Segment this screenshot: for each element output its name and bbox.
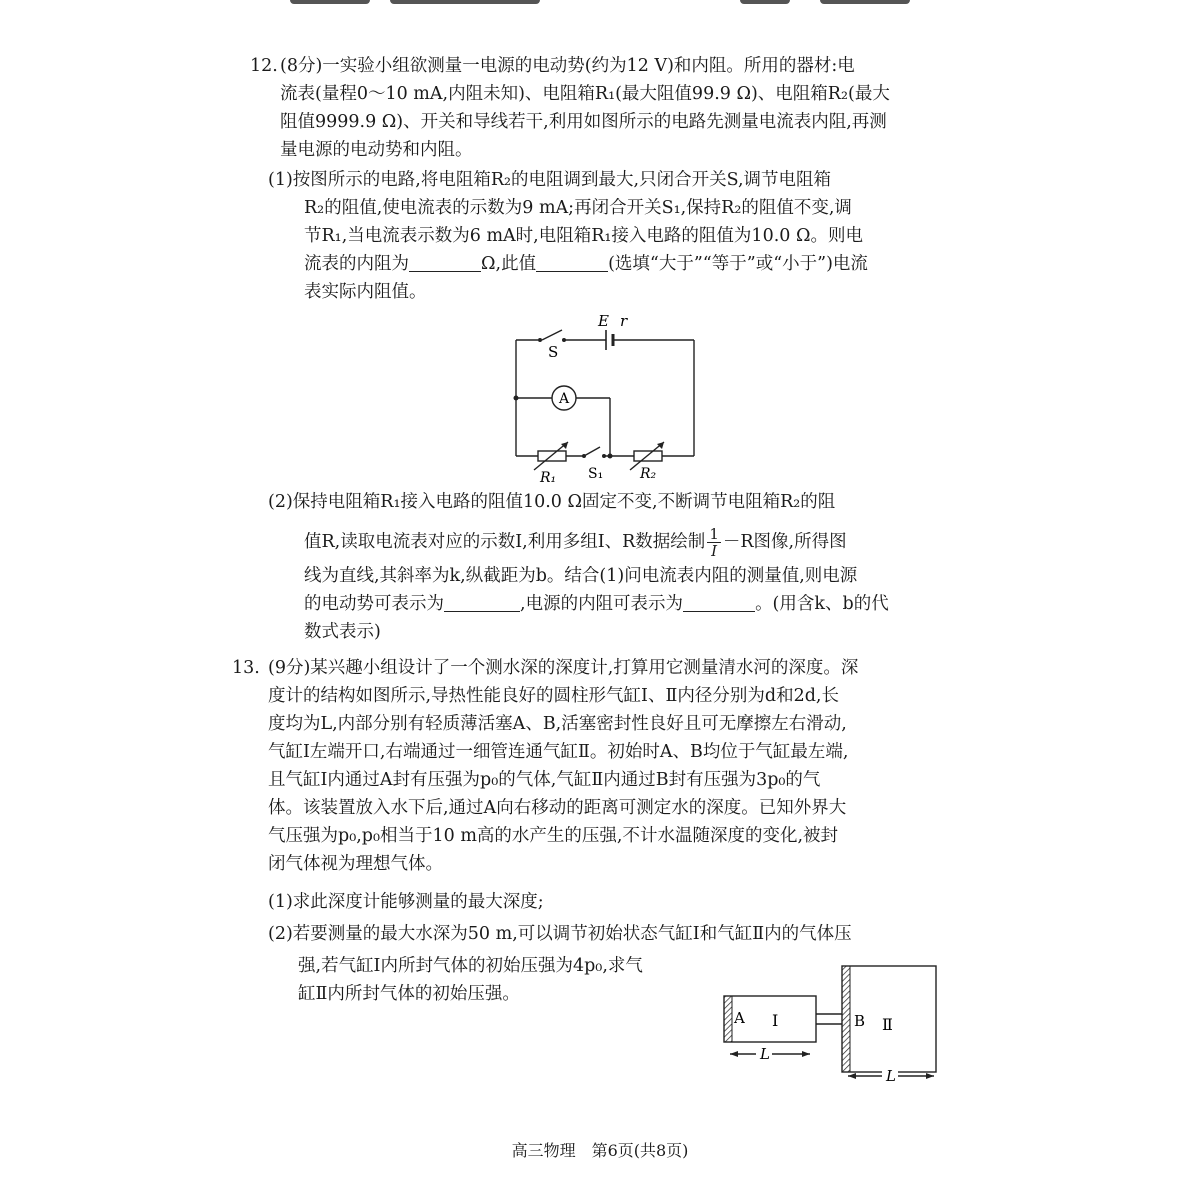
q13-part2-line: (2)若要测量的最大水深为50 m,可以调节初始状态气缸Ⅰ和气缸Ⅱ内的气体压 [268, 924, 852, 944]
text: 的电动势可表示为 [304, 594, 444, 614]
emf-label: E [598, 312, 609, 330]
q12-p1-line [304, 250, 948, 278]
question-number: 13. [232, 658, 260, 678]
q12-p2-line [304, 524, 948, 560]
q12-line: 量电源的电动势和内阻。 [280, 140, 473, 160]
q13-line: 度均为L,内部分别有轻质薄活塞A、B,活塞密封性良好且可无摩擦左右滑动, [268, 714, 847, 734]
arrow-left-icon [848, 1073, 856, 1079]
q13-line: 体。该装置放入水下后,通过A向右移动的距离可测定水的深度。已知外界大 [268, 798, 847, 818]
circuit-diagram [500, 310, 710, 490]
q12-p1-line: 节R₁,当电流表示数为6 mA时,电阻箱R₁接入电路的阻值为10.0 Ω。则电 [304, 226, 863, 246]
q13-line: 度计的结构如图所示,导热性能良好的圆柱形气缸Ⅰ、Ⅱ内径分别为d和2d,长 [268, 686, 839, 706]
cylinder-ii-label: Ⅱ [882, 1015, 893, 1034]
q12-p1-line: (1)按图所示的电路,将电阻箱R₂的电阻调到最大,只闭合开关S,调节电阻箱 [268, 170, 832, 190]
q12-line: 阻值9999.9 Ω)、开关和导线若干,利用如图所示的电路先测量电流表内阻,再测 [280, 112, 887, 132]
q12-line: 流表(量程0～10 mA,内阻未知)、电阻箱R₁(最大阻值99.9 Ω)、电阻箱R₂(最大 [280, 84, 890, 104]
q12-p1-line: R₂的阻值,使电流表的示数为9 mA;再闭合开关S₁,保持R₂的阻值不变,调 [304, 198, 852, 218]
text: ,电源的内阻可表示为 [520, 594, 684, 614]
junction-dot [514, 396, 519, 401]
length-l-label: L [760, 1045, 770, 1063]
q12-p1-line: 表实际内阻值。 [304, 282, 427, 302]
q13-line: 气压强为p₀,p₀相当于10 m高的水产生的压强,不计水温随深度的变化,被封 [268, 826, 839, 846]
q12-p2-line: (2)保持电阻箱R₁接入电路的阻值10.0 Ω固定不变,不断调节电阻箱R₂的阻 [268, 492, 836, 512]
text: (选填“大于”“等于”或“小于”)电流 [608, 254, 868, 274]
q12-part1 [268, 166, 948, 306]
fraction-denominator: I [711, 542, 718, 560]
switch-s-label: S [548, 343, 559, 361]
piston-a [724, 996, 732, 1042]
text: 值R,读取电流表对应的示数I,利用多组I、R数据绘制 [304, 532, 706, 552]
fraction [707, 526, 721, 559]
question-12 [250, 52, 950, 164]
piston-b [842, 966, 850, 1072]
q13-part2-line: 缸Ⅱ内所封气体的初始压强。 [298, 984, 520, 1004]
text: －R图像,所得图 [722, 532, 847, 552]
switch-contact [602, 454, 606, 458]
q13-line: (9分)某兴趣小组设计了一个测水深的深度计,打算用它测量清水河的深度。深 [268, 658, 859, 678]
text: 。(用含k、b的代 [755, 594, 889, 614]
q12-p2-line: 数式表示) [304, 622, 381, 642]
q12-p2-line: 线为直线,其斜率为k,纵截距为b。结合(1)问电流表内阻的测量值,则电源 [304, 566, 858, 586]
q13-part2-line: 强,若气缸Ⅰ内所封气体的初始压强为4p₀,求气 [298, 956, 643, 976]
scan-edge-mark [390, 0, 540, 4]
page-footer: 高三物理 第6页(共8页) [511, 1141, 689, 1160]
variable-arrow-icon [657, 442, 664, 449]
scan-edge-mark [820, 0, 910, 4]
switch-contact [538, 338, 542, 342]
q13-part1: (1)求此深度计能够测量的最大深度; [268, 892, 544, 912]
arrow-right-icon [802, 1051, 810, 1057]
question-13 [232, 654, 952, 878]
q12-p2-line [304, 590, 948, 618]
junction-dot [608, 454, 613, 459]
answer-blank[interactable] [536, 253, 608, 272]
switch-contact [582, 454, 586, 458]
s1-label: S₁ [588, 466, 604, 482]
cylinder-i-label: Ⅰ [772, 1011, 779, 1030]
r2-label: R₂ [640, 466, 657, 482]
fraction-numerator: 1 [709, 525, 719, 543]
internal-resistance-label: r [620, 312, 628, 330]
q13-line: 气缸Ⅰ左端开口,右端通过一细管连通气缸Ⅱ。初始时A、B均位于气缸最左端, [268, 742, 849, 762]
arrow-right-icon [926, 1073, 934, 1079]
piston-a-label: A [734, 1009, 745, 1027]
q13-line: 闭气体视为理想气体。 [268, 854, 443, 874]
q12-line: (8分)一实验小组欲测量一电源的电动势(约为12 V)和内阻。所用的器材:电 [280, 56, 855, 76]
cylinder-figure [716, 960, 946, 1090]
switch-contact [562, 338, 566, 342]
scan-edge-mark [290, 0, 370, 4]
r1-label: R₁ [540, 470, 557, 486]
q12-part2 [268, 488, 948, 646]
scan-edge-mark [740, 0, 790, 4]
length-l-label: L [886, 1067, 896, 1085]
text: 流表的内阻为 [304, 254, 409, 274]
answer-blank[interactable] [683, 593, 755, 612]
answer-blank[interactable] [409, 253, 481, 272]
ammeter-label: A [558, 391, 570, 407]
arrow-left-icon [730, 1051, 738, 1057]
text: Ω,此值 [481, 254, 537, 274]
piston-b-label: B [854, 1012, 866, 1030]
question-number: 12. [250, 56, 278, 76]
answer-blank[interactable] [444, 593, 520, 612]
variable-arrow-icon [561, 442, 568, 449]
q13-line: 且气缸Ⅰ内通过A封有压强为p₀的气体,气缸Ⅱ内通过B封有压强为3p₀的气 [268, 770, 821, 790]
